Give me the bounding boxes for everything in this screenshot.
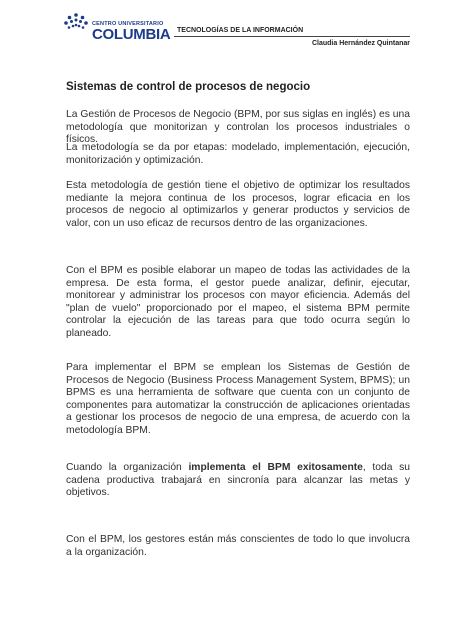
paragraph-6 [66, 462, 410, 500]
paragraph-6-emphasis: implementa el BPM exitosamente [188, 462, 363, 473]
course-title: TECNOLOGÍAS DE LA INFORMACIÓN [177, 27, 304, 34]
paragraph-4: Con el BPM es posible elaborar un mapeo de todas las actividades de la empresa. De esta forma, el gestor puede analizar, definir, ejecutar, monitorear y administrar los procesos con mayor eficiencia. Además del "plan de vuelo" proporcionado por el mapeo, el sistema BPM permite controlar la ejecución de las tareas para que todo ocurra según lo planeado. [66, 265, 410, 339]
logo-line1: CENTRO UNIVERSITARIO [92, 21, 164, 27]
paragraph-7: Con el BPM, los gestores están más conscientes de todo lo que involucra a la organización. [66, 534, 410, 558]
university-logo [62, 12, 171, 48]
document-title: Sistemas de control de procesos de negocio [66, 81, 311, 93]
header-divider [174, 36, 410, 37]
paragraph-2: La metodología se da por etapas: modelado, implementación, ejecución, monitorización y optimización. [66, 142, 410, 166]
logo-emblem-icon [62, 12, 90, 40]
paragraph-1: La Gestión de Procesos de Negocio (BPM, por sus siglas en inglés) es una metodología que monitorizan y controlan los procesos industriales o físicos. [66, 109, 410, 146]
paragraph-3: Esta metodología de gestión tiene el objetivo de optimizar los resultados mediante la mejora continua de los procesos, lograr eficacia en los procesos de negocio al optimizarlos y generar productos y servicios de valor, con un uso eficaz de recursos dentro de las organizaciones. [66, 180, 410, 229]
author-name: Claudia Hernández Quintanar [311, 40, 410, 47]
logo-line2: COLUMBIA [92, 26, 171, 43]
paragraph-6-end: , toda su cadena productiva trabajará en sincronía para alcanzar las metas y objetivos. [66, 462, 410, 499]
paragraph-5: Para implementar el BPM se emplean los Sistemas de Gestión de Procesos de Negocio (Business Process Management System, BPMS); un BPMS es una herramienta de software que cuenta con un conjunto de componentes para automatizar la construcción de aplicaciones orientadas a gestionar los procesos de negocio de una empresa, de acuerdo con la metodología BPM. [66, 362, 410, 436]
paragraph-6-start: Cuando la organización [66, 462, 189, 473]
